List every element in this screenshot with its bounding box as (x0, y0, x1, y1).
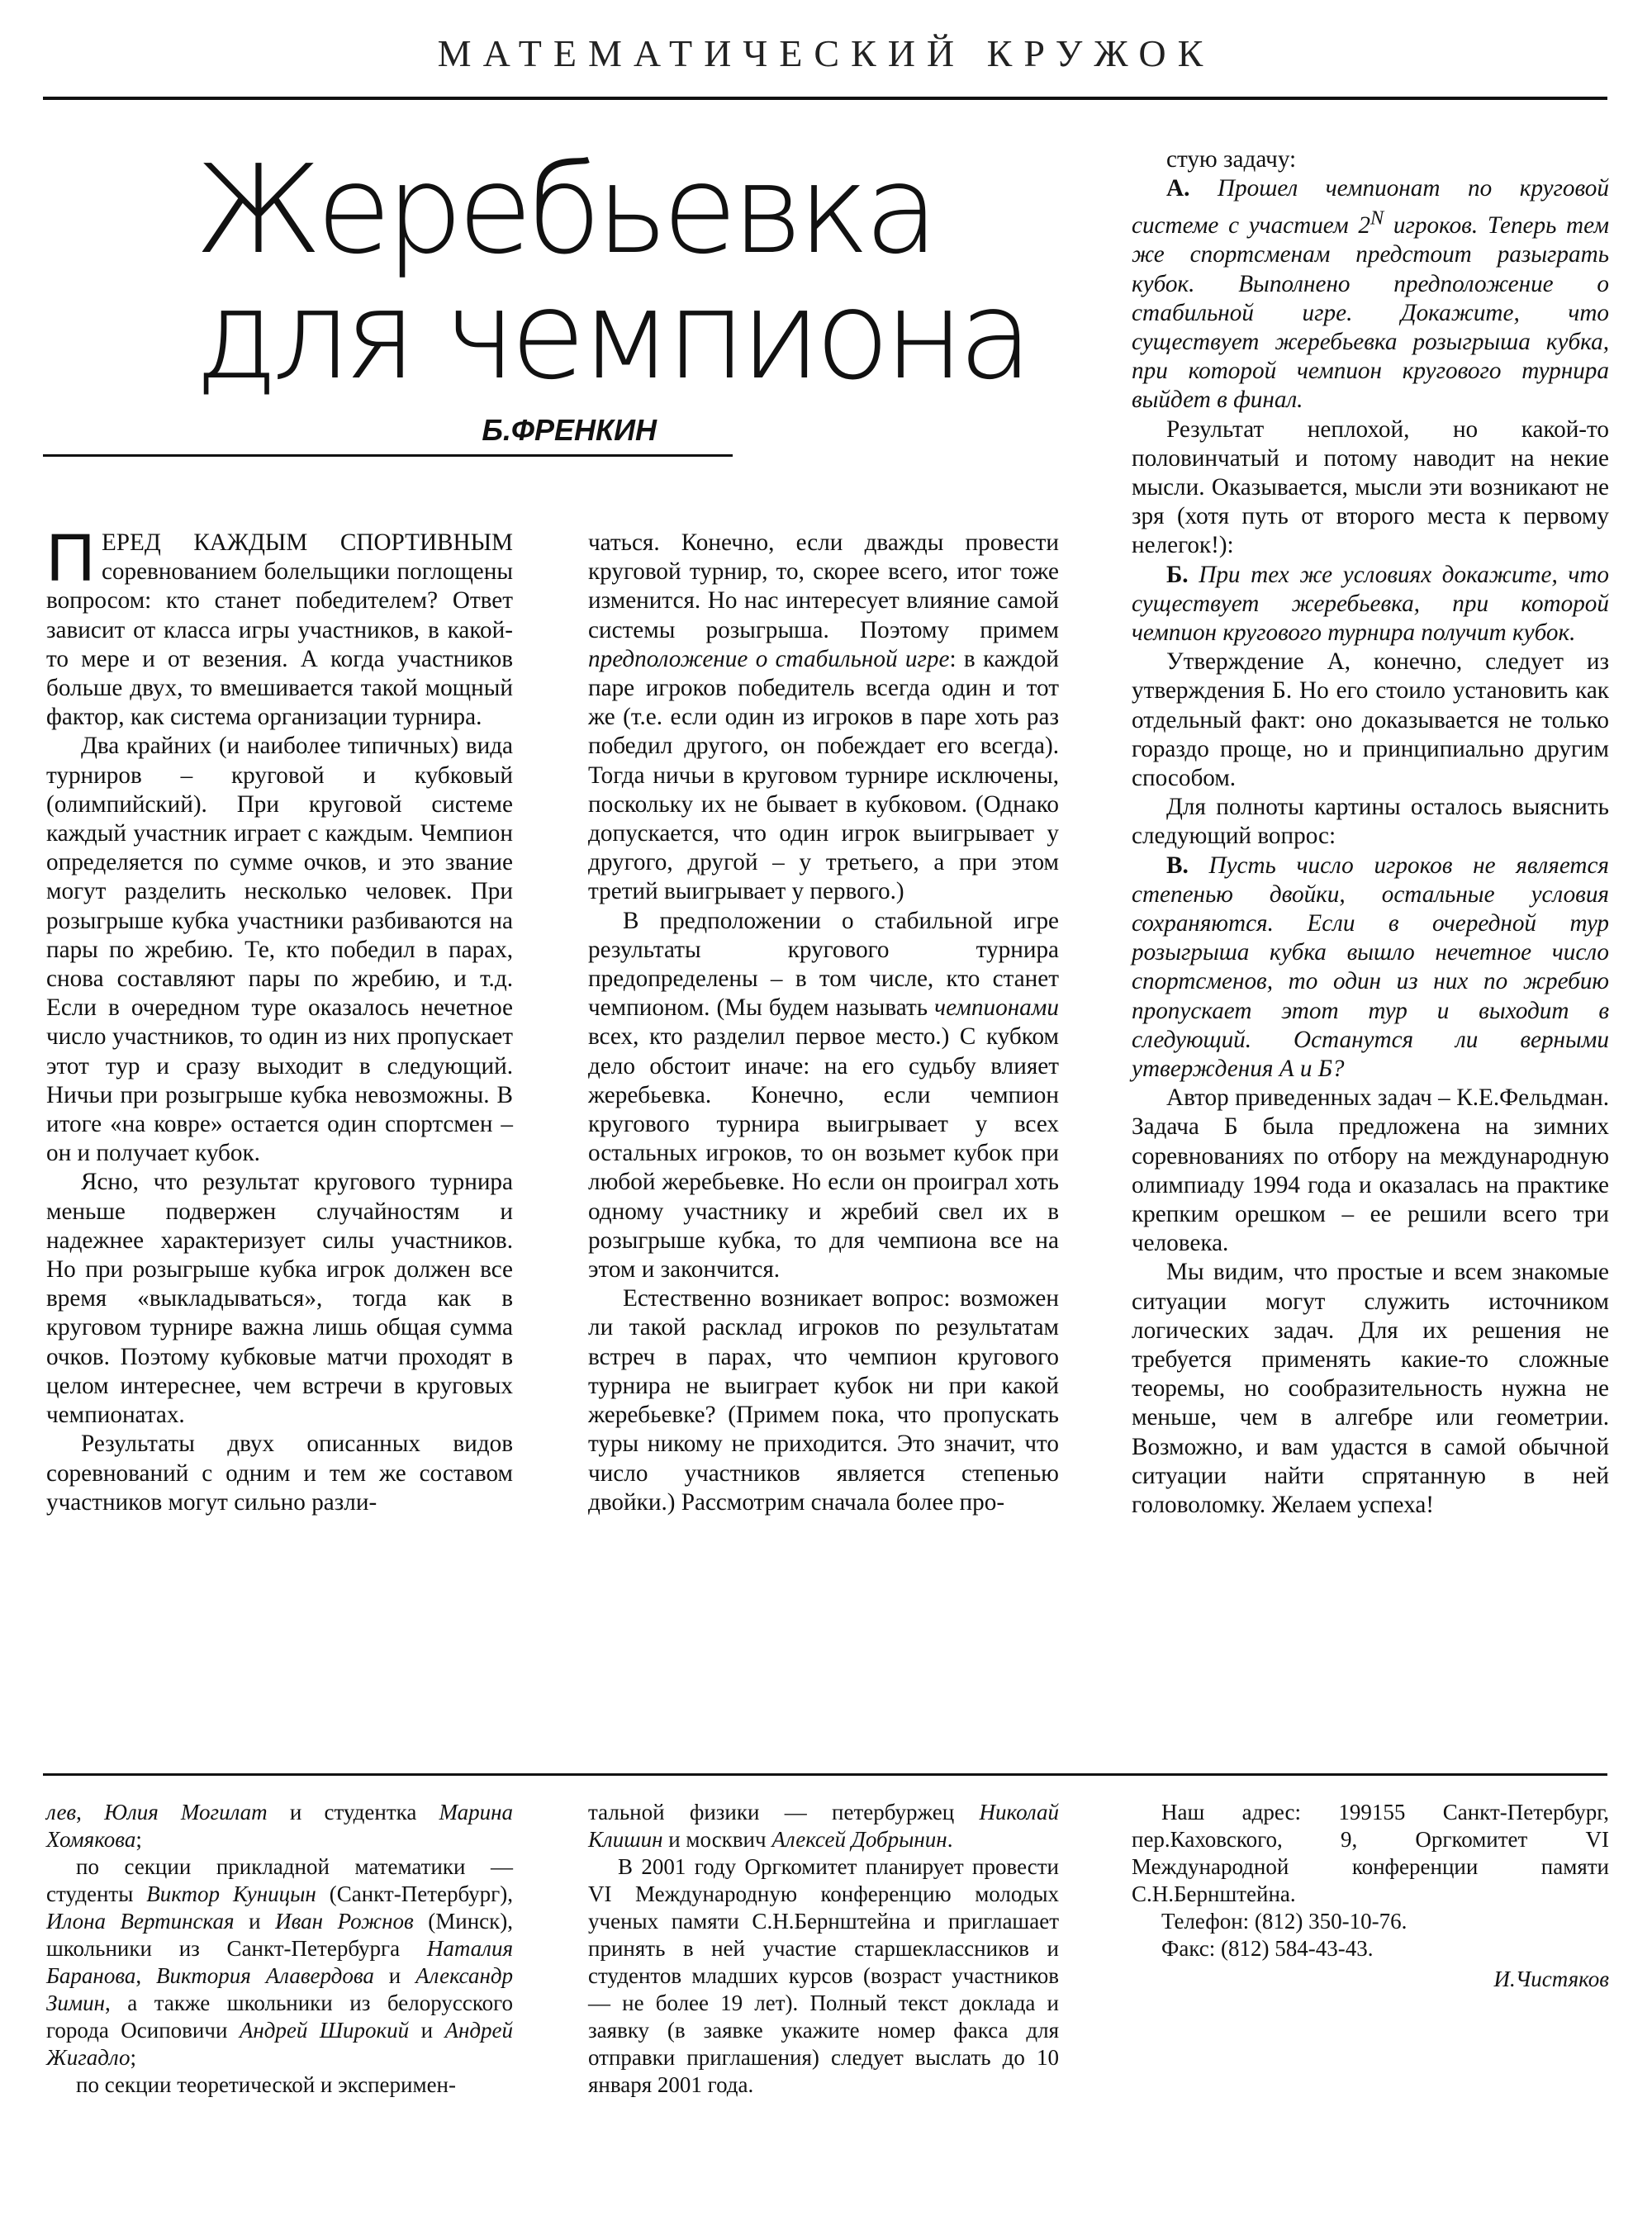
emphasis: предположение о стабильной игре (588, 645, 950, 672)
problem-text: игроков. Теперь тем же спортсменам предстоит разыграть кубок. Выполнено предположение о стабильной игре. Докажите, что существует жеребьевка розыгрыша кубка, при которой чемпион кругового турнира выйдет в финал. (1132, 212, 1609, 414)
exponent: N (1370, 206, 1384, 230)
footer-column-3 (1132, 1799, 1609, 1993)
paragraph (588, 529, 1059, 907)
text: по секции прикладной математики — студенты (46, 1854, 513, 1906)
paragraph: стую задачу: (1166, 146, 1297, 173)
paragraph: Утверждение А, конечно, следует из утверждения Б. Но его стоило установить как отдельный факт: оно доказывается не только гораздо проще, но и принципиально другим способом. (1132, 648, 1609, 791)
problem-label: А. (1166, 175, 1190, 202)
fax: Факс: (812) 584-43-43. (1161, 1936, 1374, 1961)
paragraph: Результат неплохой, но какой-то половинчатый и потому наводит на некие мысли. Оказывается, мысли эти возникают не зря (хотя путь от второго места к первому нелегок!): (1132, 415, 1609, 559)
paragraph (46, 520, 513, 732)
drop-cap: П (46, 520, 95, 596)
text: и студентка (267, 1800, 439, 1825)
text: и (373, 1963, 416, 1988)
person-name: Александр Зимин (46, 1963, 514, 2015)
paragraph: Естественно возникает вопрос: возможен ли такой расклад игроков по результатам встреч в парах, что чемпион кругового турнира не выиграет кубок ни при какой жеребьевке? (Примем пока, что пропускать туры никому не приходится. Это значит, что число участников является степенью двойки.) Рассмотрим сначала более про- (588, 1285, 1059, 1516)
paragraph (46, 1799, 513, 1853)
person-name: Виктор Куницын (146, 1881, 316, 1906)
person-name: Илона Вертинская (46, 1909, 235, 1934)
text: и (409, 2018, 445, 2043)
text: ; (130, 2045, 137, 2070)
person-name: Иван Рожнов (275, 1909, 414, 1934)
problem-text: Прошел чемпионат по круговой системе с участием 2 (1132, 175, 1609, 240)
paragraph: Два крайних (и наиболее типичных) вида турниров – круговой и кубковый (олимпийский). При круговой системе каждый участник играет с каждым. Чемпион определяется по сумме очков, и это звание могут разделить несколько человек. При розыгрыше кубка участники разбиваются на пары по жребию. Те, кто победил в парах, снова составляют пары по жребию, и т.д. Если в очередном туре оказалось нечетное число участников, то один из них пропускает этот тур и сразу выходит в следующий. Ничьи при розыгрыше кубка невозможны. В итоге «на ковре» остается один спортсмен – он и получает кубок. (46, 733, 513, 1167)
problem-b (1132, 561, 1609, 648)
paragraph (588, 1799, 1059, 1853)
problem-text: При тех же условиях докажите, что существует жеребьевка, при которой чемпион кругового турнира получит кубок. (1132, 561, 1609, 646)
text: ; (135, 1827, 142, 1852)
text: , (135, 1963, 157, 1988)
problem-v (1132, 852, 1609, 1084)
text: , (76, 1800, 105, 1825)
text: тальной физики — петербуржец (588, 1800, 980, 1825)
author-divider (43, 454, 733, 457)
person-name: Марина Хомякова (46, 1800, 514, 1852)
person-name: лев (46, 1800, 77, 1825)
person-name: Юлия Могилат (104, 1800, 268, 1825)
phone: Телефон: (812) 350-10-76. (1161, 1909, 1408, 1934)
paragraph-text: всех, кто разделил первое место.) С кубком дело обстоит иначе: на его судьбу влияет жеребьевка. Конечно, если чемпион кругового турнира выигрывает у всех остальных игроков, то он возьмет кубок при любой жеребьевке. Но если он проиграл хоть одному участнику и жребий свел их в розыгрыше кубка, то для чемпиона все на этом и закончится. (588, 1023, 1059, 1284)
problem-label: В. (1166, 852, 1189, 879)
person-name: Алексей Добрынин (771, 1827, 947, 1852)
paragraph: Мы видим, что простые и всем знакомые ситуации могут служить источником логических задач. Для их решения не требуется применять какие-то сложные теоремы, но сообразительность нужна не меньше, чем в алгебре или геометрии. Возможно, и вам удастся в самой обычной ситуации найти спрятанную в ней головоломку. Желаем успеха! (1132, 1259, 1609, 1519)
paragraph-text: ЕРЕД КАЖДЫМ СПОРТИВНЫМ соревнованием болельщики поглощены вопросом: кто станет победителем? Ответ зависит от класса игры участников, в какой-то мере и от везения. А когда участников больше двух, то вмешивается такой мощный фактор, как система организации турнира. (46, 529, 513, 731)
bottom-divider (43, 1773, 1607, 1776)
text: , а также школьники из белорусского города Осиповичи (46, 1991, 513, 2043)
paragraph: Автор приведенных задач – К.Е.Фельдман. Задача Б была предложена на зимних соревнованиях по отбору на международную олимпиаду 1994 года и оказалась на практике крепким орешком – ее решили всего три человека. (1132, 1084, 1609, 1257)
text: и (234, 1909, 276, 1934)
problem-text: Пусть число игроков не является степенью двойки, остальные условия сохраняются. Если в очередной тур розыгрыша кубка вышло нечетное число спортсменов, то один из них по жребию пропускает этот тур и выходит в следующий. Останутся ли верными утверждения А и Б? (1132, 852, 1609, 1083)
text: (Минск), школьники из Санкт-Петербурга (46, 1909, 513, 1961)
text: и москвич (662, 1827, 772, 1852)
address: Наш адрес: 199155 Санкт-Петербург, пер.Каховского, 9, Оргкомитет VI Международной конференции памяти С.Н.Бернштейна. (1132, 1800, 1609, 1906)
person-name: Виктория Алавердова (156, 1963, 374, 1988)
paragraph-text: : в каждой паре игроков победитель всегда один и тот же (т.е. если один из игроков в паре хоть раз победил другого, он побеждает его всегда). Тогда ничьи в круговом турнире исключены, поскольку их не бывает в кубковом. (Однако допускается, что один игрок выигрывает у другого, другой – у третьего, а при этом третий выигрывает у первого.) (588, 645, 1059, 905)
paragraph (46, 1853, 513, 2071)
problem-a (1132, 174, 1609, 415)
article-column-2 (588, 529, 1059, 1517)
article-column-3 (1132, 145, 1609, 1520)
paragraph (588, 907, 1059, 1285)
text: (Санкт-Петербург), (316, 1881, 513, 1906)
paragraph: по секции теоретической и эксперимен- (76, 2072, 457, 2097)
article-column-1 (46, 520, 513, 1517)
article-title (195, 139, 1028, 406)
emphasis: чемпионами (934, 994, 1059, 1022)
paragraph-text: чаться. Конечно, если дважды провести круговой турнир, то, скорее всего, итог тоже изменится. Но нас интересует влияние самой системы розыгрыша. Поэтому примем (588, 529, 1059, 643)
title-line-1: Жеребьевка (195, 139, 934, 281)
paragraph: Ясно, что результат кругового турнира меньше подвержен случайностям и надежнее характеризует силы участников. Но при розыгрыше кубка игрок должен все время «выкладываться», тогда как в круговом турнире важна лишь общая сумма очков. Поэтому кубковые матчи проходят в целом интереснее, чем встречи в круговых чемпионатах. (46, 1169, 513, 1429)
person-name: Андрей Широкий (239, 2018, 410, 2043)
text: . (947, 1827, 953, 1852)
paragraph: Для полноты картины осталось выяснить следующий вопрос: (1132, 794, 1609, 850)
top-divider (43, 97, 1607, 100)
person-name: Наталия Баранова (46, 1936, 513, 1988)
person-name: Андрей Жигадло (46, 2018, 514, 2070)
section-header: МАТЕМАТИЧЕСКИЙ КРУЖОК (437, 32, 1215, 74)
article-author: Б.ФРЕНКИН (482, 413, 657, 447)
problem-label: Б. (1166, 561, 1189, 588)
title-line-2: для чемпиона (195, 264, 1028, 406)
footer-column-2 (588, 1799, 1059, 2099)
footer-column-1 (46, 1799, 513, 2099)
paragraph: В 2001 году Оргкомитет планирует провести VI Международную конференцию молодых ученых памяти С.Н.Бернштейна и приглашает принять в ней участие старшеклассников и студентов младших курсов (возраст участников — не более 19 лет). Полный текст доклада и заявку (в заявке укажите номер факса для отправки приглашения) следует выслать до 10 января 2001 года. (588, 1854, 1059, 2097)
paragraph-text: В предположении о стабильной игре результаты кругового турнира предопределены – в том числе, кто станет чемпионом. (Мы будем называть (588, 907, 1059, 1022)
person-name: Николай Клишин (588, 1800, 1059, 1852)
paragraph: Результаты двух описанных видов соревнований с одним и тем же составом участников могут сильно разли- (46, 1431, 513, 1516)
signature: И.Чистяков (1493, 1967, 1609, 1991)
